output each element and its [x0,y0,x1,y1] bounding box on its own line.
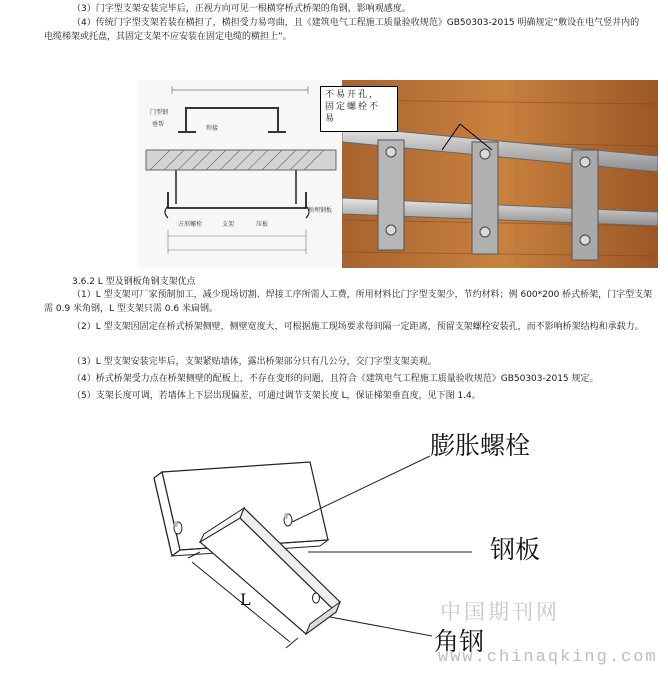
drawing-label-5: 压板 [256,221,269,228]
callout-note [320,86,398,132]
drawing-label-4: 支架 [222,221,235,228]
l-bracket-drawing [140,412,660,671]
paragraph-advantage-2: （2）L 型支架因固定在桥式桥架侧壁，侧壁宽度大，可根据施工现场要求每间隔一定距离，预留支架螺栓安装孔，而不影响桥架结构和承载力。 [72,322,644,332]
label-expansion-bolt: 膨胀螺栓 [430,431,531,460]
drawing-label-3: 方形螺栓 [178,221,203,228]
section-heading: 3.6.2 L 型及钢板角钢支架优点 [72,277,196,287]
watermark-url: www.chinaqking.com [438,648,658,667]
length-label: L [240,590,251,609]
paragraph-advantage-5: （5）支架长度可调，若墙体上下层出现偏差，可通过调节支架长度 L，保证梯架垂直度，见下图 1.4。 [72,391,481,401]
label-angle-steel: 角钢 [434,627,485,656]
watermark-text: 中国期刊网 [440,600,560,624]
label-steel-plate: 钢板 [490,535,541,564]
drawing-label-0: 门型钢 [150,109,169,116]
paragraph-4-gate-bracket-crossarm: （4）传统门字型支架若装在横担了，横担受力易弯曲，且《建筑电气工程施工质量验收规范》GB50303-2015 明确规定“敷设在电气竖井内的电缆梯架或托盘，其固定支架不应安装在固定电缆的横担上”。 [44,18,640,42]
paragraph-advantage-3: （3）L 型支架安装完毕后，支架紧贴墙体，露出桥架部分只有几公分，交门字型支架美观。 [72,357,437,367]
drawing-label-1: 垂帮 [152,121,165,128]
callout-line-0: 不易开孔， [325,90,381,100]
callout-line-2: 易 [325,114,337,124]
paragraph-advantage-4: （4）桥式桥架受力点在桥架侧壁的配板上，不存在变形的问题，且符合《建筑电气工程施工质量验收规范》GB50303-2015 规定。 [72,374,599,384]
figure-gate-bracket [138,80,658,268]
figure-l-bracket [140,412,660,671]
callout-line-1: 固定螺栓不 [325,102,381,112]
drawing-label-6: 预埋钢板 [308,207,333,214]
paragraph-advantage-1: （1）L 型支架可厂家预制加工，减少现场切割、焊接工序所需人工费，所用材料比门字型支架少，节约材料；例 600*200 桥式桥架，门字型支架需 0.9 米角钢，L 型支架只需 0.6 米扁钢。 [44,290,653,314]
paragraph-3-gate-bracket-view: （3）门字型支架安装完毕后，正视方向可见一根横穿桥式桥架的角钢，影响观感度。 [72,4,411,14]
drawing-label-2: 焊接 [206,125,219,132]
